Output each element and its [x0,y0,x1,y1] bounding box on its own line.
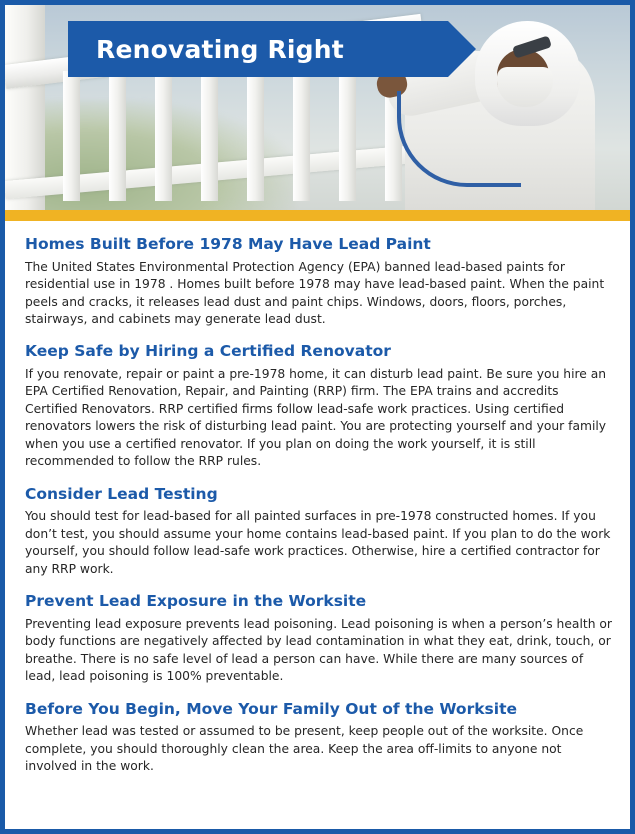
section-prevent-lead-exposure [25,592,612,685]
section-heading: Keep Safe by Hiring a Certified Renovator [25,342,391,361]
section-paragraph: Whether lead was tested or assumed to be present, keep people out of the worksite. Once complete, you should thoroughly clean the area. Keep the area off-limits to anyone not involved in the work. [25,724,584,774]
railing-baluster [201,71,218,201]
railing-baluster [63,71,80,201]
railing-baluster [109,71,126,201]
section-consider-lead-testing [25,485,612,578]
section-paragraph: You should test for lead-based for all painted surfaces in pre-1978 constructed homes. If you don’t test, you should assume your home contains lead-based paint. If you plan to do the work yourself, you should follow lead-safe work practices. Otherwise, hire a certified contractor for any RRP work. [25,509,611,576]
section-heading: Before You Begin, Move Your Family Out of the Worksite [25,699,517,718]
section-paragraph: If you renovate, repair or paint a pre-1978 home, it can disturb lead paint. Be sure you hire an EPA Certified Renovation, Repair, and Painting (RRP) firm. The EPA trains and accredits Certified Renovators. RRP certified firms follow lead-safe work practices. Using certified renovators lowers the risk of disturbing lead paint. You are protecting yourself and your family when you use a certified renovator. If you plan on doing the work yourself, it is still recommended to follow the RRP rules. [25,367,607,469]
title-banner [68,21,448,77]
page-title: Renovating Right [96,34,344,64]
railing-baluster [247,71,264,201]
section-heading: Homes Built Before 1978 May Have Lead Paint [25,235,431,253]
document-body [5,221,630,775]
railing-baluster [339,71,356,201]
hero-image [5,5,630,210]
gold-divider [5,210,630,221]
section-heading: Prevent Lead Exposure in the Worksite [25,592,367,611]
section-keep-safe-certified-renovator [25,342,612,470]
section-heading: Consider Lead Testing [25,484,218,503]
railing-baluster [293,71,310,201]
section-paragraph: Preventing lead exposure prevents lead poisoning. Lead poisoning is when a person’s health or body functions are negatively affected by lead contamination in what they eat, drink, touch, or breathe. There is no safe level of lead a person can have. While there are many sources of lead, lead poisoning is 100% preventable. [25,616,612,684]
section-homes-built-before-1978 [25,235,612,328]
section-move-family-out [25,700,612,776]
railing-baluster [155,71,172,201]
section-paragraph: The United States Environmental Protection Agency (EPA) banned lead-based paints for residential use in 1978 . Homes built before 1978 may have lead-based paint. When the paint peels and cracks, it releases lead dust and paint chips. Windows, doors, floors, porches, stairways, and cabinets may generate lead dust. [25,259,605,326]
